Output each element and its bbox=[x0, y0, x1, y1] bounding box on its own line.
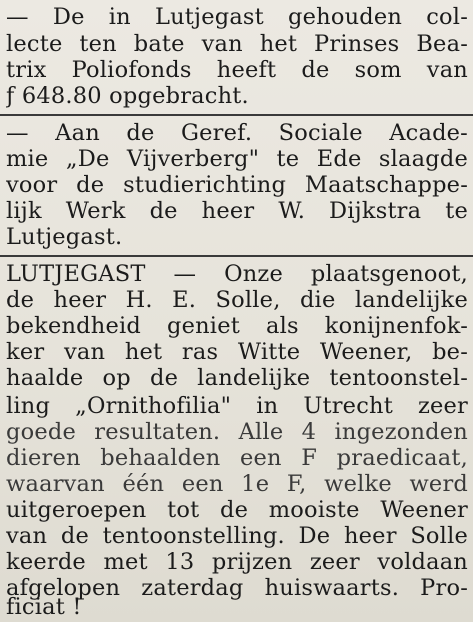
text-line: — Aan de Geref. Sociale Acade- bbox=[6, 120, 468, 146]
text-line: mie „De Vijverberg" te Ede slaagde bbox=[6, 146, 468, 172]
text-line: haalde op de landelijke tentoonstel- bbox=[6, 365, 468, 391]
text-line: ƒ 648.80 opgebracht. bbox=[6, 83, 249, 109]
text-line: voor de studierichting Maatschappe- bbox=[6, 172, 468, 198]
text-line: dieren behaalden een F praedicaat, bbox=[6, 445, 468, 471]
text-line: ficiat ! bbox=[6, 594, 82, 620]
text-line: ling „Ornithofilia" in Utrecht zeer bbox=[6, 393, 468, 419]
text-line: Lutjegast. bbox=[6, 224, 123, 250]
text-line: lijk Werk de heer W. Dijkstra te bbox=[6, 198, 468, 224]
text-line: — De in Lutjegast gehouden col- bbox=[6, 4, 468, 30]
text-line: goede resultaten. Alle 4 ingezonden bbox=[6, 419, 468, 445]
text-line: LUTJEGAST — Onze plaatsgenoot, bbox=[6, 261, 468, 287]
text-line: de heer H. E. Solle, die landelijke bbox=[6, 287, 468, 313]
text-line: bekendheid geniet als konijnenfok- bbox=[6, 313, 468, 339]
text-line: trix Poliofonds heeft de som van bbox=[6, 57, 468, 83]
text-line: lecte ten bate van het Prinses Bea- bbox=[6, 31, 468, 57]
text-line: afgelopen zaterdag huiswaarts. Pro- bbox=[6, 575, 468, 601]
text-line: van de tentoonstelling. De heer Solle bbox=[6, 523, 468, 549]
text-line: uitgeroepen tot de mooiste Weener bbox=[6, 497, 468, 523]
text-line: waarvan één een 1e F, welke werd bbox=[6, 471, 468, 497]
text-line: ker van het ras Witte Weener, be- bbox=[6, 339, 468, 365]
divider bbox=[0, 114, 473, 116]
divider bbox=[0, 255, 473, 257]
text-line: keerde met 13 prijzen zeer voldaan bbox=[6, 549, 468, 575]
